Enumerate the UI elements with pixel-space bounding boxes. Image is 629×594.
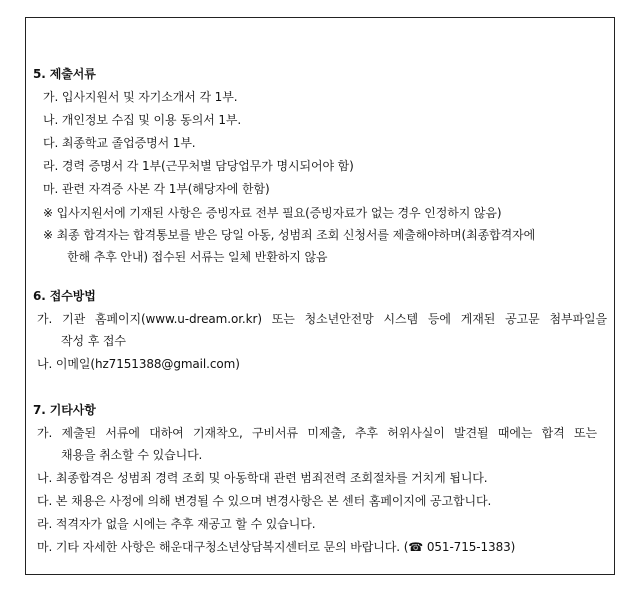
section-5-note: ※ 입사지원서에 기재된 사항은 증빙자료 전부 필요(증빙자료가 없는 경우 인정하지 않음) xyxy=(43,206,502,220)
section-7-item: 라. 적격자가 없을 시에는 추후 재공고 할 수 있습니다. xyxy=(37,517,316,531)
section-7-heading: 7. 기타사항 xyxy=(33,403,96,417)
section-5-note-continued: 한해 추후 안내) 접수된 서류는 일체 반환하지 않음 xyxy=(67,250,328,264)
section-5-heading: 5. 제출서류 xyxy=(33,67,96,81)
section-5-item: 라. 경력 증명서 각 1부(근무처별 담당업무가 명시되어야 함) xyxy=(43,159,354,173)
section-5-item: 나. 개인정보 수집 및 이용 동의서 1부. xyxy=(43,113,242,127)
section-7-item: 가. 제출된 서류에 대하여 기재착오, 구비서류 미제출, 추후 허위사실이 발견될 때에는 합격 또는 xyxy=(37,426,597,440)
section-5-note: ※ 최종 합격자는 합격통보를 받은 당일 아동, 성범죄 조회 신청서를 제출해야하며(최종합격자에 xyxy=(43,228,536,242)
section-5-item: 가. 입사지원서 및 자기소개서 각 1부. xyxy=(43,90,238,104)
section-7-item: 다. 본 채용은 사정에 의해 변경될 수 있으며 변경사항은 본 센터 홈페이지에 공고합니다. xyxy=(37,494,492,508)
section-6-item: 나. 이메일(hz7151388@gmail.com) xyxy=(37,357,240,371)
section-5-item: 마. 관련 자격증 사본 각 1부(해당자에 한함) xyxy=(43,182,270,196)
section-7-item: 나. 최종합격은 성범죄 경력 조회 및 아동학대 관련 범죄전력 조회절차를 거치게 됩니다. xyxy=(37,471,488,485)
section-7-item: 마. 기타 자세한 사항은 해운대구청소년상담복지센터로 문의 바랍니다. (☎ 051-715-1383) xyxy=(37,540,516,554)
section-6-item: 가. 기관 홈페이지(www.u-dream.or.kr) 또는 청소년안전망 시스템 등에 게재된 공고문 첨부파일을 xyxy=(37,312,607,326)
section-5-item: 다. 최종학교 졸업증명서 1부. xyxy=(43,136,196,150)
section-7-item-continued: 채용을 취소할 수 있습니다. xyxy=(61,448,203,462)
section-6-heading: 6. 접수방법 xyxy=(33,289,96,303)
section-6-item-continued: 작성 후 접수 xyxy=(61,334,126,348)
